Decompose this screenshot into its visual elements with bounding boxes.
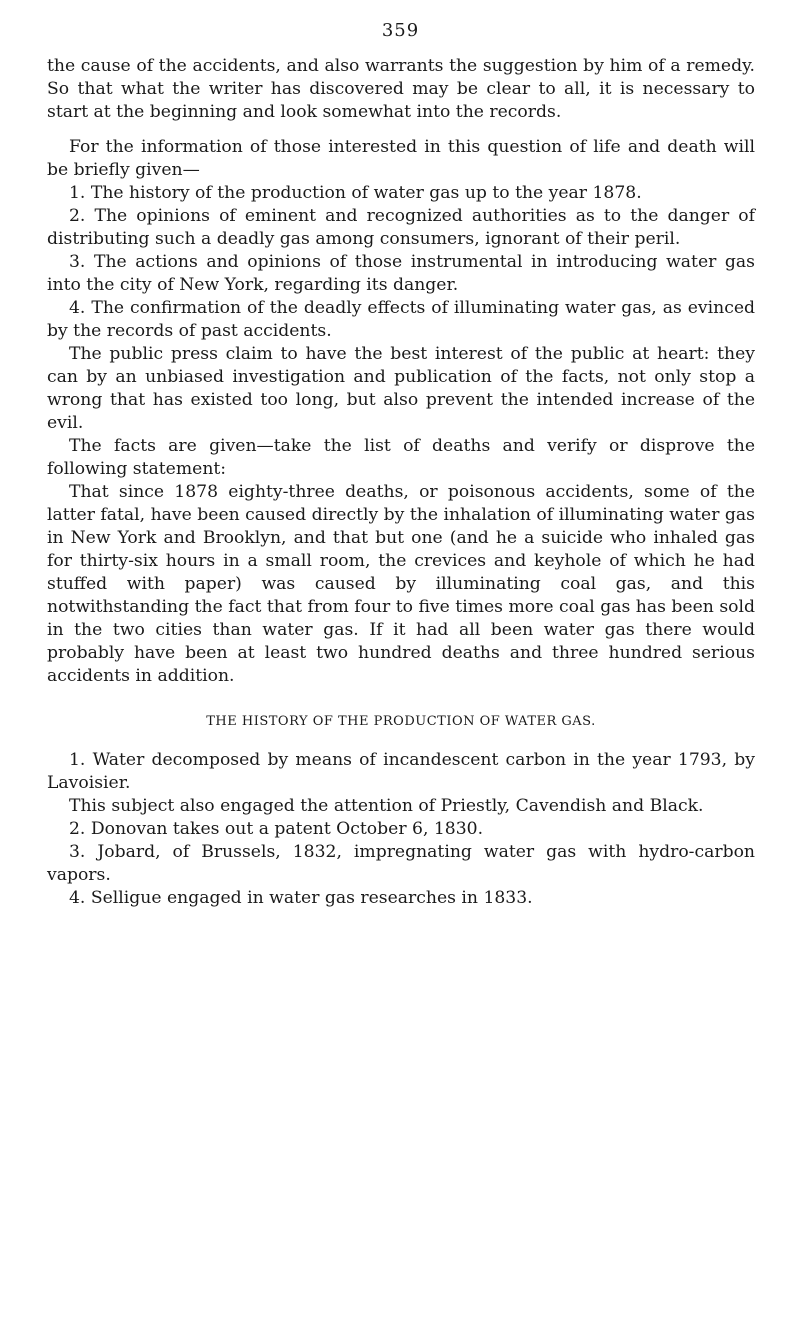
paragraph-facts: The facts are given—take the list of deaths and verify or disprove the following statement: (47, 436, 755, 479)
history-note: This subject also engaged the attention of Priestly, Cavendish and Black. (69, 796, 704, 816)
page-number: 359 (381, 20, 420, 41)
paragraph-intro: For the information of those interested in this question of life and death will be briefly given— (47, 137, 755, 180)
list-item-3: 3. The actions and opinions of those instrumental in introducing water gas into the city of New York, regarding its danger. (47, 252, 755, 295)
history-item-4: 4. Selligue engaged in water gas researches in 1833. (69, 888, 533, 908)
body-text (47, 55, 755, 910)
paragraph-continuation: the cause of the accidents, and also warrants the suggestion by him of a remedy. So that what the writer has discovered may be clear to all, it is necessary to start at the beginning and look somewhat into the records. (47, 56, 755, 122)
list-item-1: 1. The history of the production of water gas up to the year 1878. (69, 183, 642, 203)
paragraph-statement: That since 1878 eighty-three deaths, or poisonous accidents, some of the latter fatal, have been caused directly by the inhalation of illuminating water gas in New York and Brooklyn, and that but one (and he a suicide who inhaled gas for thirty-six hours in a small room, the crevices and keyhole of which he had stuffed with paper) was caused by illuminating coal gas, and this notwithstanding the fact that from four to five times more coal gas has been sold in the two cities than water gas. If it had all been water gas there would probably have been at least two hundred deaths and three hundred serious accidents in addition. (47, 482, 755, 686)
history-item-2: 2. Donovan takes out a patent October 6, 1830. (69, 819, 484, 839)
paragraph-public-press: The public press claim to have the best interest of the public at heart: they can by an unbiased investigation and publication of the facts, not only stop a wrong that has existed too long, but also prevent the intended increase of the evil. (47, 344, 755, 433)
history-item-1: 1. Water decomposed by means of incandescent carbon in the year 1793, by Lavoisier. (47, 750, 755, 793)
list-item-4: 4. The confirmation of the deadly effects of illuminating water gas, as evinced by the records of past accidents. (47, 298, 755, 341)
history-item-3: 3. Jobard, of Brussels, 1832, impregnating water gas with hydro-carbon vapors. (47, 842, 755, 885)
list-item-2: 2. The opinions of eminent and recognized authorities as to the danger of distributing such a deadly gas among consumers, ignorant of their peril. (47, 206, 755, 249)
section-heading: THE HISTORY OF THE PRODUCTION OF WATER GAS. (206, 714, 596, 729)
